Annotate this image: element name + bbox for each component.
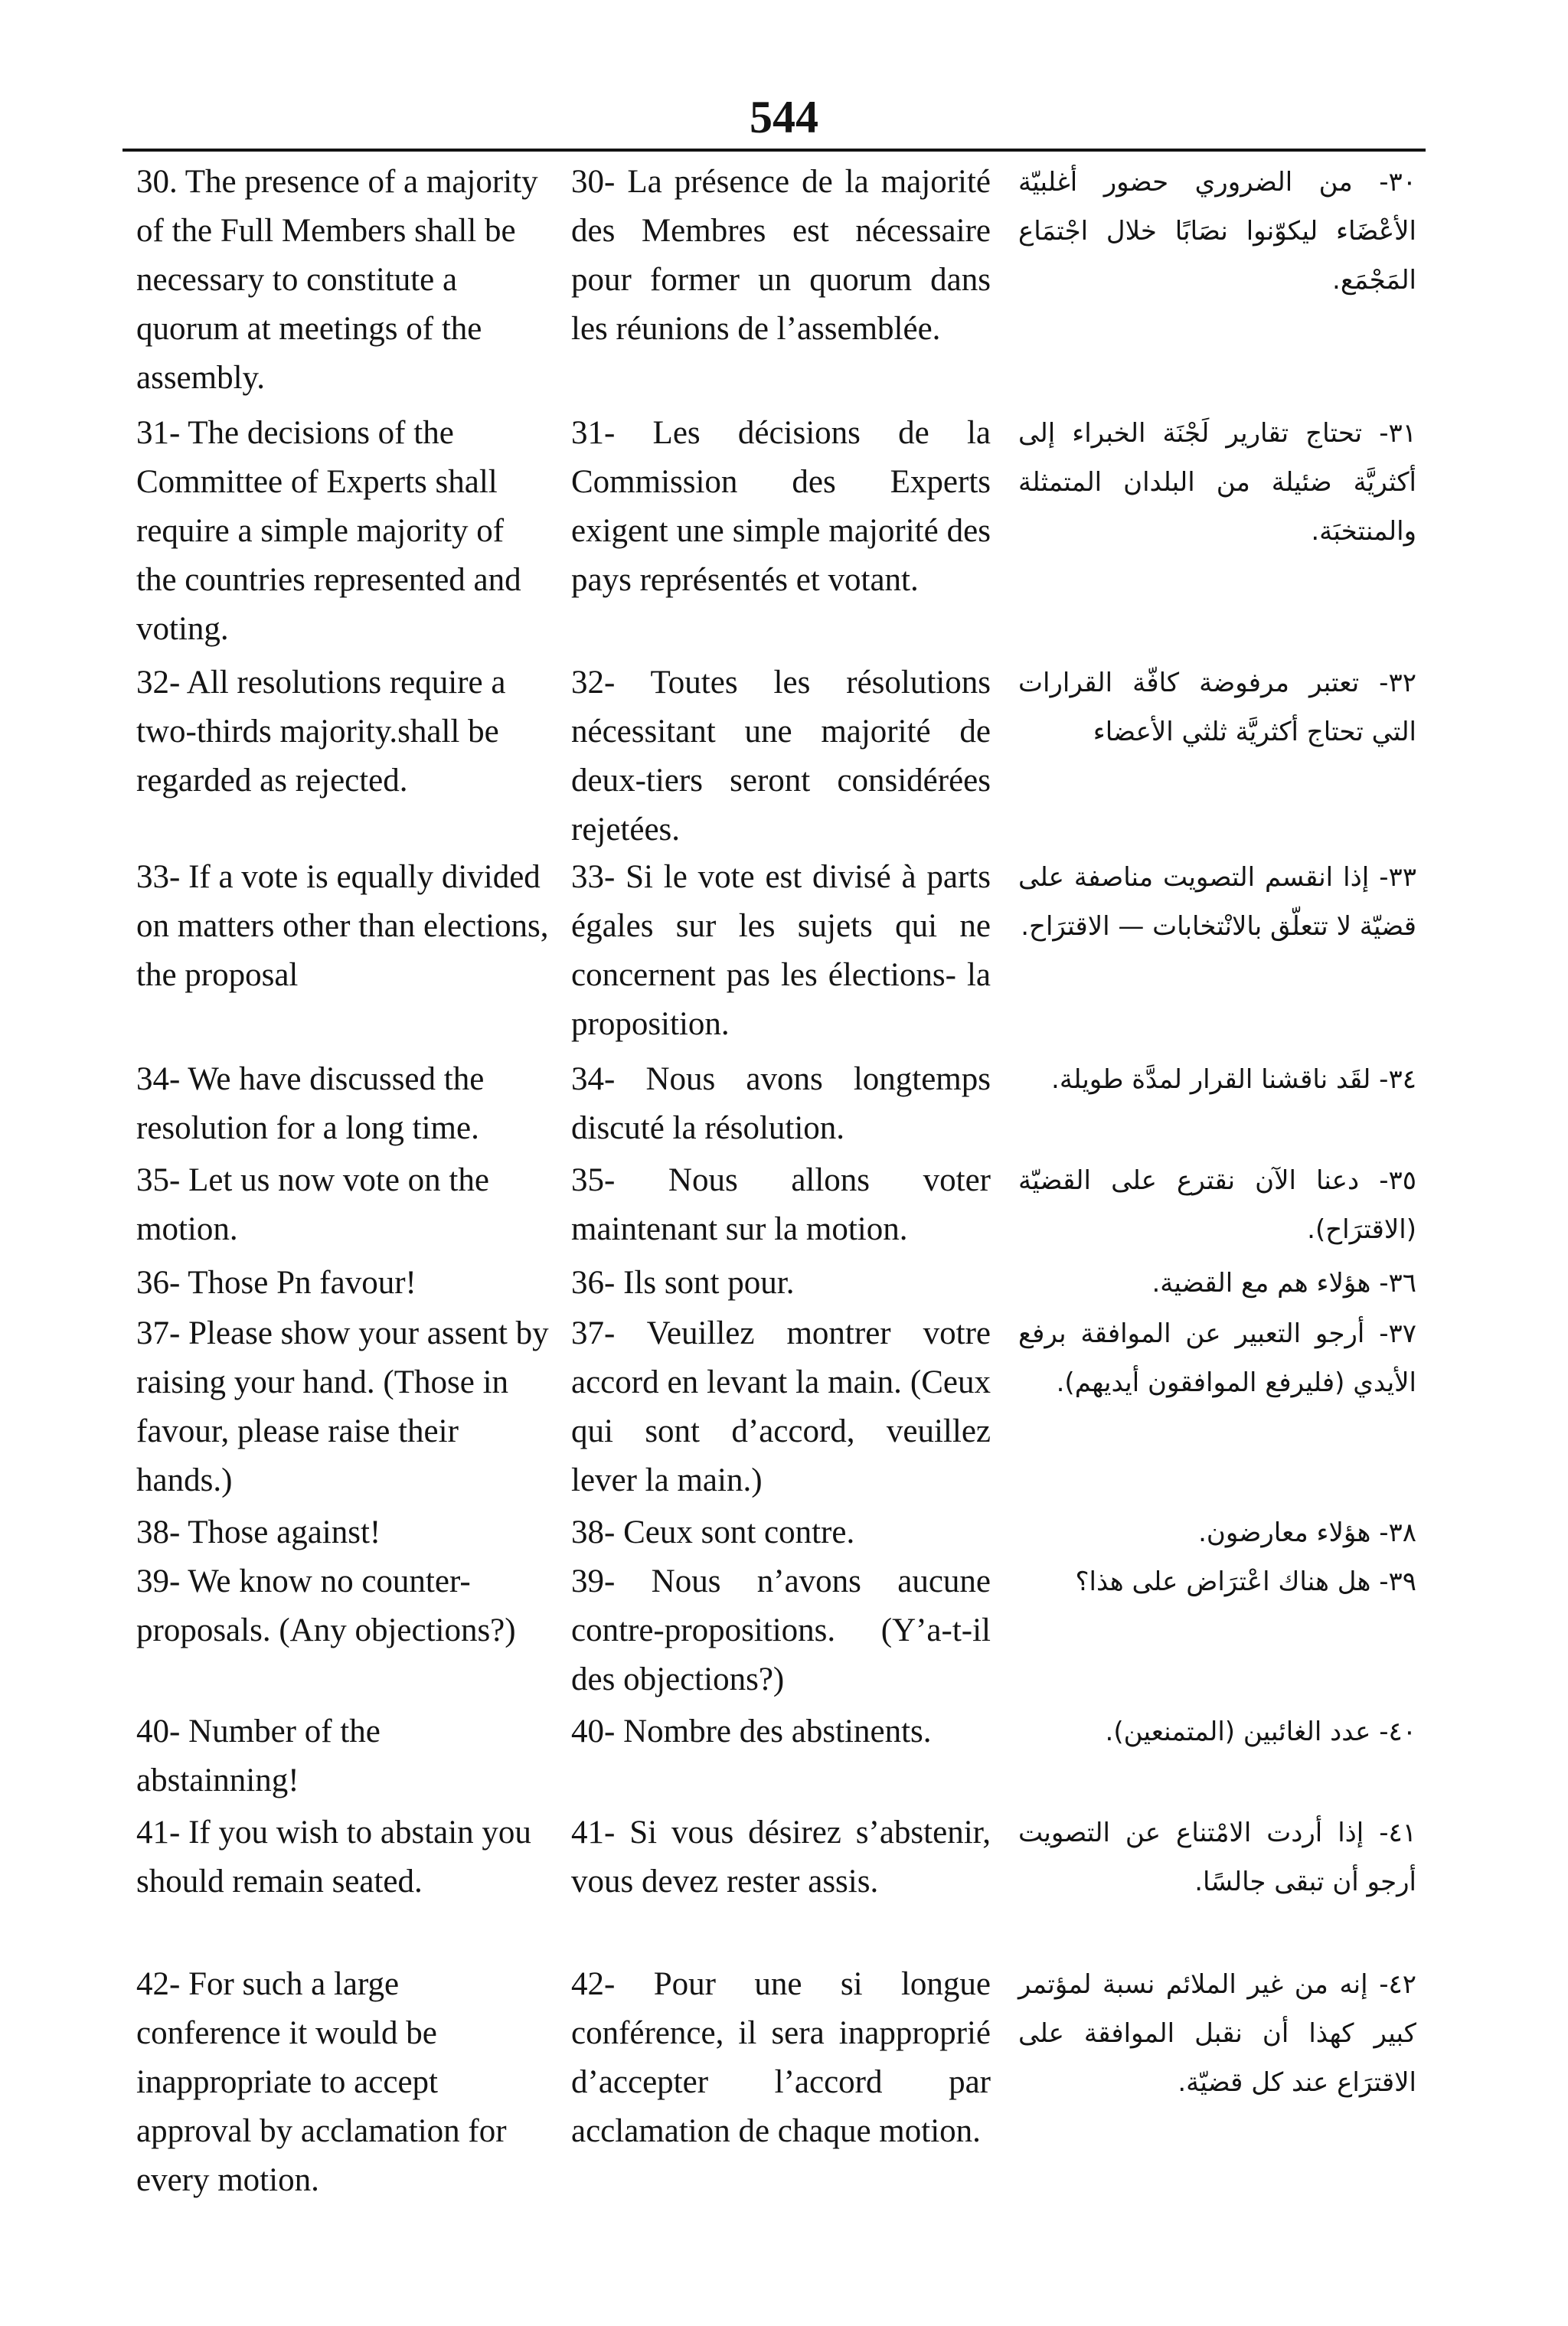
- arabic-text: ٤٠- عدد الغائبين (المتمنعين).: [1105, 1717, 1416, 1747]
- arabic-text: ٣٤- لقَد ناقشنا القرار لمدَّة طويلة.: [1051, 1064, 1416, 1095]
- arabic-text: ٣٠- من الضروري حضور أغلبيّة الأعْضَاء ليكوّنوا نصَابًا خلال اجْتمَاع المَجْمَع.: [1018, 167, 1416, 296]
- english-text: 35- Let us now vote on the motion.: [136, 1162, 489, 1247]
- french-text: 32- Toutes les résolutions nécessitant une majorité de deux-tiers seront considérées rejetées.: [571, 665, 991, 848]
- french-text: 33- Si le vote est divisé à parts égales sur les sujets qui ne concernent pas les élections- la proposition.: [571, 859, 991, 1042]
- french-text: 34- Nous avons longtemps discuté la résolution.: [571, 1061, 991, 1146]
- arabic-text: ٤٢- إنه من غير الملائم نسبة لمؤتمر كبير كهذا أن نقبل الموافقة على الاقترَاع عند كل قضيّة.: [1018, 1969, 1416, 2098]
- arabic-text: ٣٦- هؤلاء هم مع القضية.: [1152, 1268, 1416, 1299]
- header-rule: [122, 149, 1426, 152]
- page-number: 544: [750, 92, 818, 142]
- french-text: 37- Veuillez montrer votre accord en levant la main. (Ceux qui sont d’accord, veuillez lever la main.): [571, 1315, 991, 1498]
- english-text: 32- All resolutions require a two-thirds majority.shall be regarded as rejected.: [136, 665, 506, 799]
- french-text: 36- Ils sont pour.: [571, 1265, 795, 1301]
- french-text: 30- La présence de la majorité des Membres est nécessaire pour former un quorum dans les réunions de l’assemblée.: [571, 164, 991, 347]
- arabic-text: ٣٧- أرجو التعبير عن الموافقة برفع الأيدي (فليرفع الموافقون أيديهم).: [1018, 1318, 1416, 1398]
- arabic-text: ٣١- تحتاج تقارير لَجْنَة الخبراء إلى أكثريَّة ضئيلة من البلدان المتمثلة والمنتخبَة.: [1018, 418, 1416, 547]
- english-text: 31- The decisions of the Committee of Experts shall require a simple majority of the countries represented and voting.: [136, 415, 521, 647]
- french-text: 41- Si vous désirez s’abstenir, vous devez rester assis.: [571, 1815, 991, 1900]
- english-text: 30. The presence of a majority of the Full Members shall be necessary to constitute a quorum at meetings of the assembly.: [136, 164, 538, 396]
- english-text: 36- Those Pn favour!: [136, 1265, 416, 1301]
- french-text: 35- Nous allons voter maintenant sur la motion.: [571, 1162, 991, 1247]
- arabic-text: ٣٨- هؤلاء معارضون.: [1198, 1517, 1416, 1548]
- arabic-text: ٣٢- تعتبر مرفوضة كافّة القرارات التي تحتاج أكثريَّة ثلثي الأعضاء: [1018, 668, 1416, 747]
- english-text: 34- We have discussed the resolution for a long time.: [136, 1061, 485, 1146]
- english-text: 33- If a vote is equally divided on matters other than elections, the proposal: [136, 859, 549, 993]
- french-text: 31- Les décisions de la Commission des Experts exigent une simple majorité des pays représentés et votant.: [571, 415, 991, 598]
- french-text: 39- Nous n’avons aucune contre-propositions. (Y’a-t-il des objections?): [571, 1563, 991, 1697]
- english-text: 38- Those against!: [136, 1514, 381, 1550]
- french-text: 42- Pour une si longue conférence, il sera inapproprié d’accepter l’accord par acclamation de chaque motion.: [571, 1966, 991, 2149]
- english-text: 41- If you wish to abstain you should remain seated.: [136, 1815, 531, 1900]
- english-text: 37- Please show your assent by raising your hand. (Those in favour, please raise their hands.): [136, 1315, 549, 1498]
- arabic-text: ٣٥- دعنا الآن نقترع على القضيّة (الاقترَاح).: [1018, 1165, 1416, 1245]
- english-text: 39- We know no counter-proposals. (Any objections?): [136, 1563, 516, 1648]
- arabic-text: ٣٩- هل هناك اعْترَاض على هذا؟: [1075, 1566, 1416, 1597]
- french-text: 40- Nombre des abstinents.: [571, 1713, 932, 1749]
- arabic-text: ٤١- إذا أردت الامْتناع عن التصويت أرجو أن تبقى جالسًا.: [1018, 1818, 1416, 1897]
- arabic-text: ٣٣- إذا انقسم التصويت مناصفة على قضيّة لا تتعلّق بالانْتخابات — الاقترَاح.: [1018, 862, 1416, 942]
- english-text: 40- Number of the abstainning!: [136, 1713, 381, 1798]
- english-text: 42- For such a large conference it would be inappropriate to accept approval by acclamation for every motion.: [136, 1966, 507, 2198]
- french-text: 38- Ceux sont contre.: [571, 1514, 855, 1550]
